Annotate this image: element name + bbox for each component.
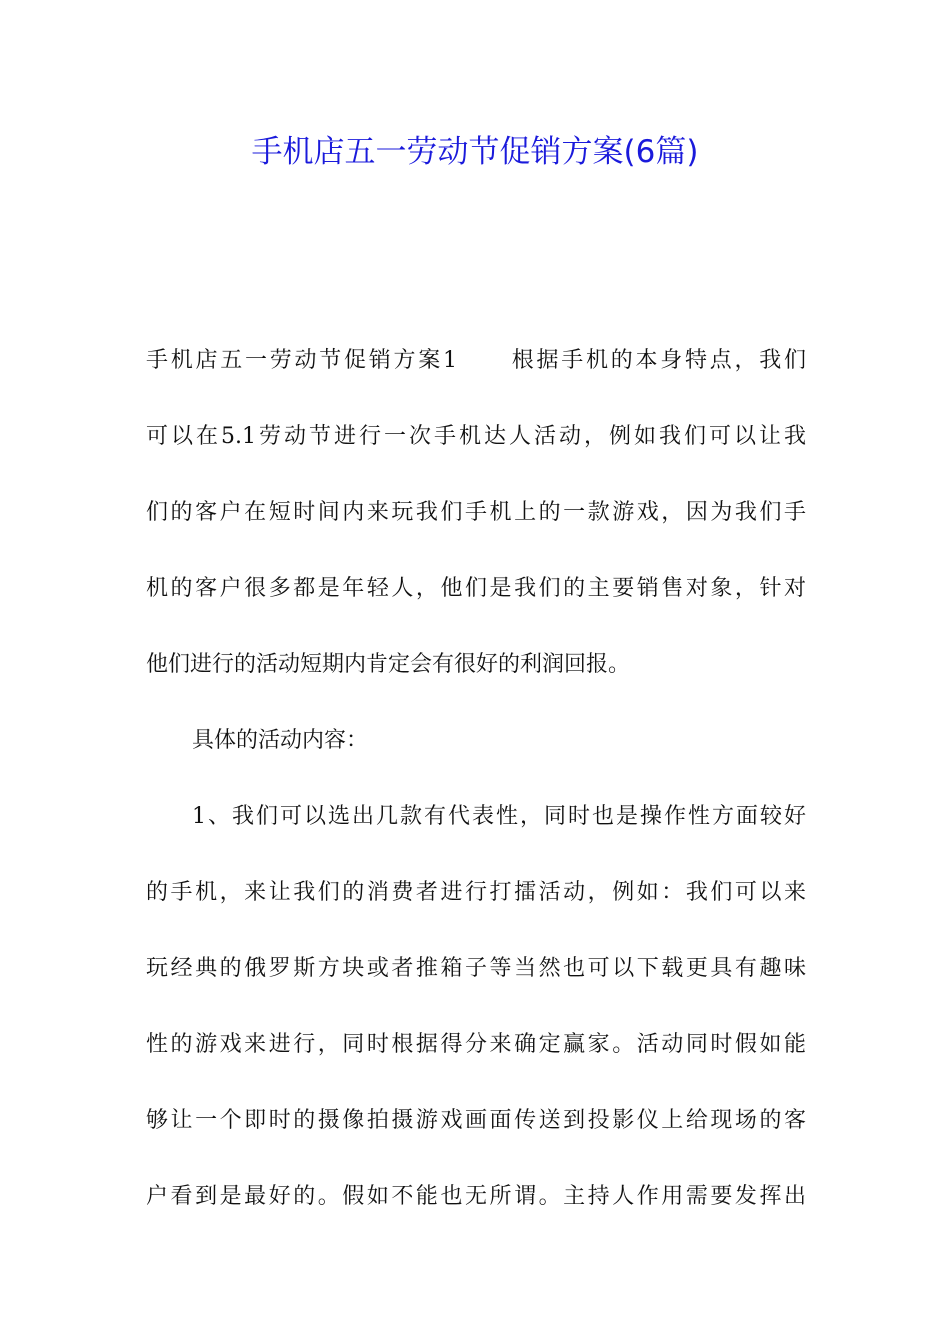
document-title: 手机店五一劳动节促销方案(6篇) (251, 134, 699, 170)
paragraph-line-8: 的手机，来让我们的消费者进行打擂活动，例如：我们可以来 (146, 880, 806, 905)
paragraph-line-12: 户看到是最好的。假如不能也无所谓。主持人作用需要发挥出 (146, 1184, 806, 1209)
paragraph-line-5: 他们进行的活动短期内肯定会有很好的利润回报。 (146, 652, 631, 677)
paragraph-line-7: 1、我们可以选出几款有代表性，同时也是操作性方面较好 (192, 804, 806, 829)
paragraph-line-2: 可以在5.1劳动节进行一次手机达人活动，例如我们可以让我 (146, 424, 806, 449)
paragraph-line-3: 们的客户在短时间内来玩我们手机上的一款游戏，因为我们手 (146, 500, 806, 525)
section-heading: 手机店五一劳动节促销方案1 (146, 348, 457, 373)
paragraph-line-4: 机的客户很多都是年轻人，他们是我们的主要销售对象，针对 (146, 576, 806, 601)
paragraph-line-6: 具体的活动内容： (192, 728, 369, 753)
paragraph-text: 根据手机的本身特点，我们 (509, 348, 806, 373)
paragraph-line-11: 够让一个即时的摄像拍摄游戏画面传送到投影仪上给现场的客 (146, 1108, 806, 1133)
paragraph-line-1 (146, 334, 806, 388)
paragraph-line-10: 性的游戏来进行，同时根据得分来确定赢家。活动同时假如能 (146, 1032, 806, 1057)
paragraph-line-9: 玩经典的俄罗斯方块或者推箱子等当然也可以下载更具有趣味 (146, 956, 806, 981)
document-body (146, 334, 806, 1246)
